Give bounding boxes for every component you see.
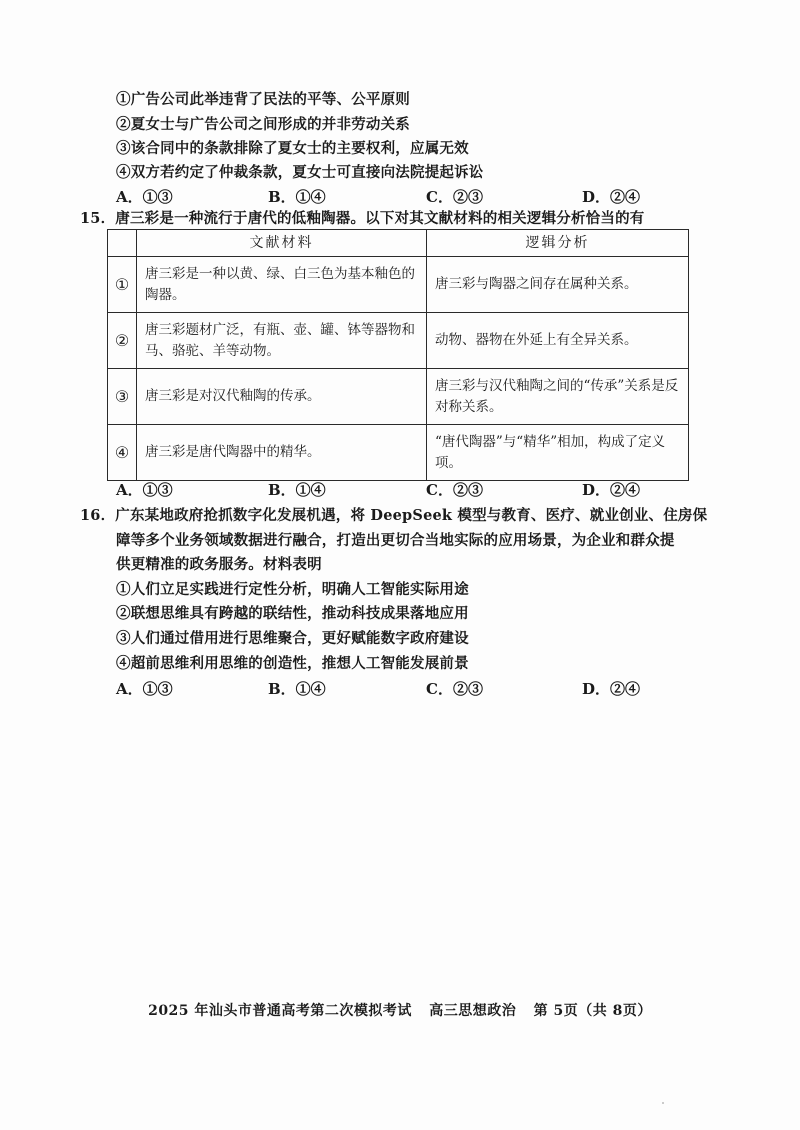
q16-stem-text-1: 广东某地政府抢抓数字化发展机遇，将 DeepSeek 模型与教育、医疗、就业创业、住房保 <box>115 507 708 524</box>
q14-option-a: A．①③ <box>116 188 173 206</box>
q16-statement-4: ④超前思维利用思维的创造性，推想人工智能发展前景 <box>116 655 469 672</box>
q15-stem <box>80 209 644 229</box>
q14-statement-3: ③该合同中的条款排除了夏女士的主要权利，应属无效 <box>116 140 469 157</box>
q16-option-d: D．②④ <box>582 680 641 698</box>
q15-table-row <box>108 313 689 369</box>
q15-table-row <box>108 369 689 425</box>
q15-table <box>107 229 689 481</box>
q14-option-c: C．②③ <box>426 188 483 206</box>
q15-table-header <box>108 230 689 257</box>
q15-row-analysis: 唐三彩与汉代釉陶之间的“传承”关系是反对称关系。 <box>427 369 689 425</box>
q15-table-header-blank <box>108 230 137 257</box>
q15-row-analysis: 动物、器物在外延上有全异关系。 <box>427 313 689 369</box>
q16-option-b: B．①④ <box>268 680 326 698</box>
q15-option-b: B．①④ <box>268 481 326 499</box>
q16-number: 16． <box>80 507 116 524</box>
q15-table-row <box>108 425 689 481</box>
q15-number: 15． <box>80 210 116 227</box>
footer-page-number: 第 5页（共 8页） <box>533 1003 652 1019</box>
page-footer <box>0 1000 800 1020</box>
q15-row-number: ① <box>108 257 137 313</box>
q16-option-c: C．②③ <box>426 680 483 698</box>
q15-row-material: 唐三彩是对汉代釉陶的传承。 <box>137 369 427 425</box>
scan-speck <box>662 1102 664 1104</box>
q16-stem-line-3: 供更精准的政务服务。材料表明 <box>116 556 322 573</box>
q15-row-analysis: 唐三彩与陶器之间存在属种关系。 <box>427 257 689 313</box>
q15-stem-text: 唐三彩是一种流行于唐代的低釉陶器。以下对其文献材料的相关逻辑分析恰当的有 <box>115 210 645 227</box>
q15-row-number: ② <box>108 313 137 369</box>
q15-row-material: 唐三彩是一种以黄、绿、白三色为基本釉色的陶器。 <box>137 257 427 313</box>
q15-table-header-material: 文献材料 <box>137 230 427 257</box>
q14-statement-1: ①广告公司此举违背了民法的平等、公平原则 <box>116 91 410 108</box>
q16-statement-2: ②联想思维具有跨越的联结性，推动科技成果落地应用 <box>116 605 469 622</box>
q14-option-b: B．①④ <box>268 188 326 206</box>
q15-table-row <box>108 257 689 313</box>
q15-row-number: ③ <box>108 369 137 425</box>
q15-row-material: 唐三彩是唐代陶器中的精华。 <box>137 425 427 481</box>
footer-subject: 高三思想政治 <box>429 1003 517 1019</box>
q15-option-c: C．②③ <box>426 481 483 499</box>
q16-option-a: A．①③ <box>116 680 173 698</box>
q15-table-header-analysis: 逻辑分析 <box>427 230 689 257</box>
q15-row-material: 唐三彩题材广泛，有瓶、壶、罐、钵等器物和马、骆驼、羊等动物。 <box>137 313 427 369</box>
q14-option-d: D．②④ <box>582 188 641 206</box>
q15-row-analysis: “唐代陶器”与“精华”相加，构成了定义项。 <box>427 425 689 481</box>
q16-statement-1: ①人们立足实践进行定性分析，明确人工智能实际用途 <box>116 581 469 598</box>
q15-row-number: ④ <box>108 425 137 481</box>
q16-statement-3: ③人们通过借用进行思维聚合，更好赋能数字政府建设 <box>116 630 469 647</box>
q14-statement-4: ④双方若约定了仲裁条款，夏女士可直接向法院提起诉讼 <box>116 164 484 181</box>
q14-statement-2: ②夏女士与广告公司之间形成的并非劳动关系 <box>116 116 410 133</box>
footer-exam-title: 2025 年汕头市普通高考第二次模拟考试 <box>148 1003 412 1019</box>
q15-option-a: A．①③ <box>116 481 173 499</box>
q16-stem-line-2: 障等多个业务领域数据进行融合，打造出更切合当地实际的应用场景，为企业和群众提 <box>116 532 675 549</box>
q15-option-d: D．②④ <box>582 481 641 499</box>
q16-stem-line-1 <box>80 506 707 526</box>
